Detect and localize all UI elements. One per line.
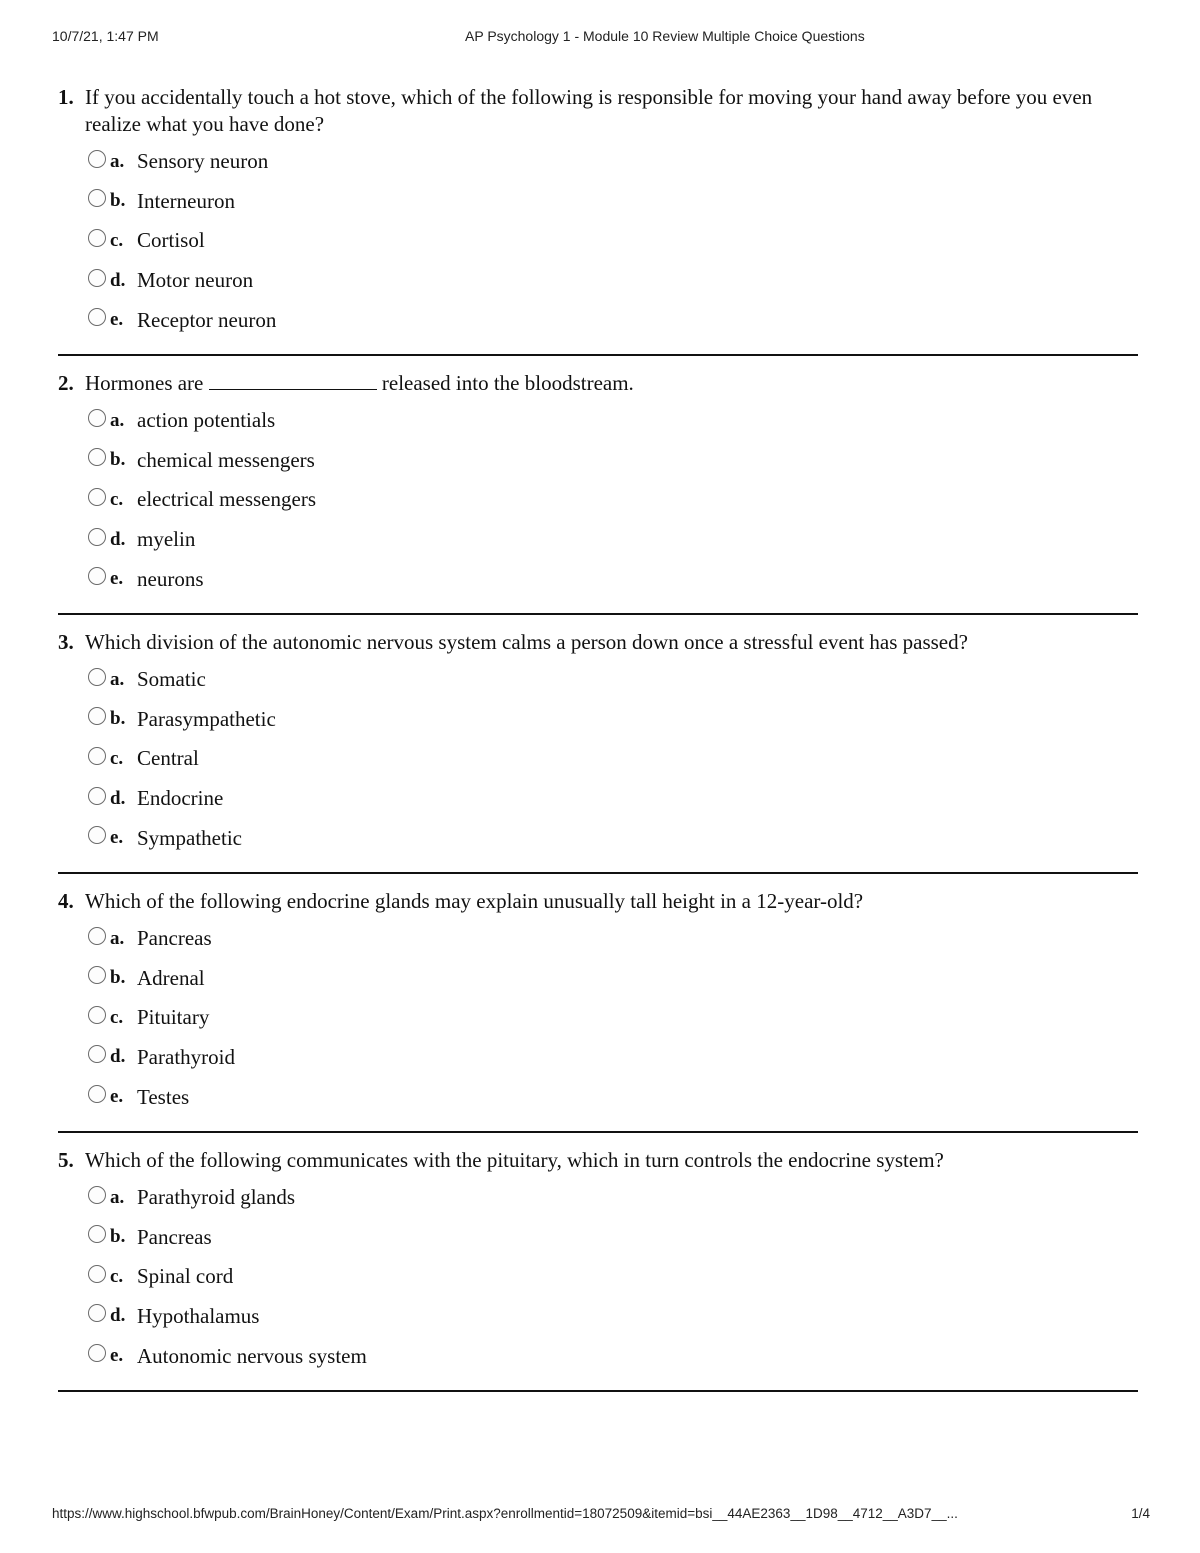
question-number: 1.	[58, 85, 74, 109]
page-number: 1/4	[1131, 1506, 1150, 1521]
radio-button-icon[interactable]	[88, 826, 106, 844]
option-letter: d.	[110, 1305, 126, 1327]
option-label: Endocrine	[137, 786, 224, 811]
radio-button-icon[interactable]	[88, 1265, 106, 1283]
radio-button-icon[interactable]	[88, 308, 106, 326]
option-label: Cortisol	[137, 228, 205, 253]
option-label: electrical messengers	[137, 487, 316, 512]
radio-button-icon[interactable]	[88, 488, 106, 506]
radio-button-icon[interactable]	[88, 1085, 106, 1103]
question-4	[58, 888, 1138, 1133]
question-text	[58, 888, 1138, 915]
radio-button-icon[interactable]	[88, 1186, 106, 1204]
question-text	[58, 629, 1138, 656]
option-label: chemical messengers	[137, 447, 315, 472]
question-list	[58, 84, 1138, 1406]
radio-button-icon[interactable]	[88, 409, 106, 427]
option-label: Pancreas	[137, 926, 212, 951]
option-letter: a.	[110, 409, 125, 431]
answer-option-c[interactable]	[58, 1257, 1138, 1297]
radio-button-icon[interactable]	[88, 229, 106, 247]
answer-option-a[interactable]	[58, 142, 1138, 182]
radio-button-icon[interactable]	[88, 668, 106, 686]
option-letter: d.	[110, 787, 126, 809]
answer-option-d[interactable]	[58, 261, 1138, 301]
option-label: Autonomic nervous system	[137, 1343, 367, 1368]
option-letter: d.	[110, 528, 126, 550]
question-prompt-start: Hormones are	[85, 370, 204, 395]
answer-option-e[interactable]	[58, 818, 1138, 858]
option-label: Adrenal	[137, 965, 205, 990]
option-letter: d.	[110, 1046, 126, 1068]
answer-option-b[interactable]	[58, 182, 1138, 222]
question-prompt	[85, 370, 1138, 397]
question-text	[58, 370, 1138, 397]
radio-button-icon[interactable]	[88, 927, 106, 945]
radio-button-icon[interactable]	[88, 567, 106, 585]
radio-button-icon[interactable]	[88, 1225, 106, 1243]
radio-button-icon[interactable]	[88, 1304, 106, 1322]
answer-option-a[interactable]	[58, 660, 1138, 700]
radio-button-icon[interactable]	[88, 966, 106, 984]
option-letter: a.	[110, 927, 125, 949]
answer-option-d[interactable]	[58, 520, 1138, 560]
page-title: AP Psychology 1 - Module 10 Review Multiple Choice Questions	[465, 28, 865, 44]
answer-option-a[interactable]	[58, 401, 1138, 441]
answer-option-b[interactable]	[58, 441, 1138, 481]
question-prompt: Which of the following endocrine glands may explain unusually tall height in a 12-year-old?	[85, 888, 864, 913]
option-label: Testes	[137, 1084, 190, 1109]
answer-option-c[interactable]	[58, 998, 1138, 1038]
option-letter: c.	[110, 229, 124, 251]
option-letter: a.	[110, 150, 125, 172]
answer-option-e[interactable]	[58, 1336, 1138, 1376]
option-label: action potentials	[137, 408, 276, 433]
question-3	[58, 629, 1138, 874]
answer-option-b[interactable]	[58, 1217, 1138, 1257]
answer-options	[58, 919, 1138, 1117]
question-prompt: If you accidentally touch a hot stove, which of the following is responsible for moving your hand away before you even realize what you have done?	[85, 85, 1093, 136]
answer-option-e[interactable]	[58, 300, 1138, 340]
option-letter: d.	[110, 269, 126, 291]
radio-button-icon[interactable]	[88, 787, 106, 805]
answer-option-b[interactable]	[58, 959, 1138, 999]
option-label: Pituitary	[137, 1005, 210, 1030]
question-text	[58, 1147, 1138, 1174]
question-prompt: Which division of the autonomic nervous system calms a person down once a stressful event has passed?	[85, 629, 968, 654]
option-letter: b.	[110, 190, 126, 212]
option-label: Interneuron	[137, 188, 235, 213]
answer-option-d[interactable]	[58, 1038, 1138, 1078]
answer-options	[58, 401, 1138, 599]
option-label: Parasympathetic	[137, 706, 276, 731]
answer-option-e[interactable]	[58, 1077, 1138, 1117]
option-label: neurons	[137, 566, 204, 591]
radio-button-icon[interactable]	[88, 150, 106, 168]
answer-option-c[interactable]	[58, 739, 1138, 779]
question-2	[58, 370, 1138, 615]
answer-option-d[interactable]	[58, 1297, 1138, 1337]
radio-button-icon[interactable]	[88, 448, 106, 466]
radio-button-icon[interactable]	[88, 747, 106, 765]
option-letter: c.	[110, 488, 124, 510]
option-label: myelin	[137, 527, 196, 552]
option-label: Parathyroid glands	[137, 1185, 296, 1210]
question-number: 3.	[58, 629, 74, 654]
question-1	[58, 84, 1138, 356]
question-prompt-end: released into the bloodstream.	[381, 370, 634, 395]
option-label: Receptor neuron	[137, 307, 277, 332]
option-letter: b.	[110, 967, 126, 989]
question-5	[58, 1147, 1138, 1392]
option-label: Sensory neuron	[137, 149, 269, 174]
answer-options	[58, 660, 1138, 858]
option-label: Hypothalamus	[137, 1303, 260, 1328]
answer-option-d[interactable]	[58, 779, 1138, 819]
answer-option-e[interactable]	[58, 559, 1138, 599]
page-url: https://www.highschool.bfwpub.com/BrainHoney/Content/Exam/Print.aspx?enrollmentid=18072509&itemid=bsi__44AE2363__1D98__4712__A3D7__...	[52, 1506, 958, 1521]
question-text	[58, 84, 1138, 138]
option-letter: c.	[110, 1006, 124, 1028]
option-label: Somatic	[137, 667, 206, 692]
option-letter: e.	[110, 309, 124, 331]
answer-options	[58, 142, 1138, 340]
option-letter: b.	[110, 1226, 126, 1248]
answer-options	[58, 1178, 1138, 1376]
option-label: Central	[137, 746, 199, 771]
option-letter: e.	[110, 1086, 124, 1108]
answer-option-b[interactable]	[58, 700, 1138, 740]
radio-button-icon[interactable]	[88, 707, 106, 725]
option-letter: a.	[110, 1186, 125, 1208]
option-label: Spinal cord	[137, 1264, 234, 1289]
answer-option-a[interactable]	[58, 919, 1138, 959]
option-letter: e.	[110, 1345, 124, 1367]
radio-button-icon[interactable]	[88, 528, 106, 546]
fill-in-blank	[209, 371, 377, 390]
print-footer	[52, 1506, 1150, 1526]
option-letter: a.	[110, 668, 125, 690]
answer-option-c[interactable]	[58, 480, 1138, 520]
option-label: Parathyroid	[137, 1044, 235, 1069]
option-letter: e.	[110, 568, 124, 590]
print-header	[52, 28, 1152, 50]
question-number: 2.	[58, 370, 74, 395]
radio-button-icon[interactable]	[88, 189, 106, 207]
answer-option-c[interactable]	[58, 221, 1138, 261]
print-date: 10/7/21, 1:47 PM	[52, 28, 159, 44]
answer-option-a[interactable]	[58, 1178, 1138, 1218]
option-letter: c.	[110, 747, 124, 769]
radio-button-icon[interactable]	[88, 1045, 106, 1063]
option-letter: c.	[110, 1265, 124, 1287]
option-label: Motor neuron	[137, 268, 254, 293]
radio-button-icon[interactable]	[88, 269, 106, 287]
option-letter: b.	[110, 449, 126, 471]
option-label: Pancreas	[137, 1224, 212, 1249]
option-letter: b.	[110, 708, 126, 730]
question-number: 5.	[58, 1147, 74, 1172]
radio-button-icon[interactable]	[88, 1006, 106, 1024]
question-number: 4.	[58, 888, 74, 913]
question-prompt: Which of the following communicates with the pituitary, which in turn controls the endocrine system?	[85, 1147, 944, 1172]
option-letter: e.	[110, 827, 124, 849]
option-label: Sympathetic	[137, 825, 242, 850]
radio-button-icon[interactable]	[88, 1344, 106, 1362]
